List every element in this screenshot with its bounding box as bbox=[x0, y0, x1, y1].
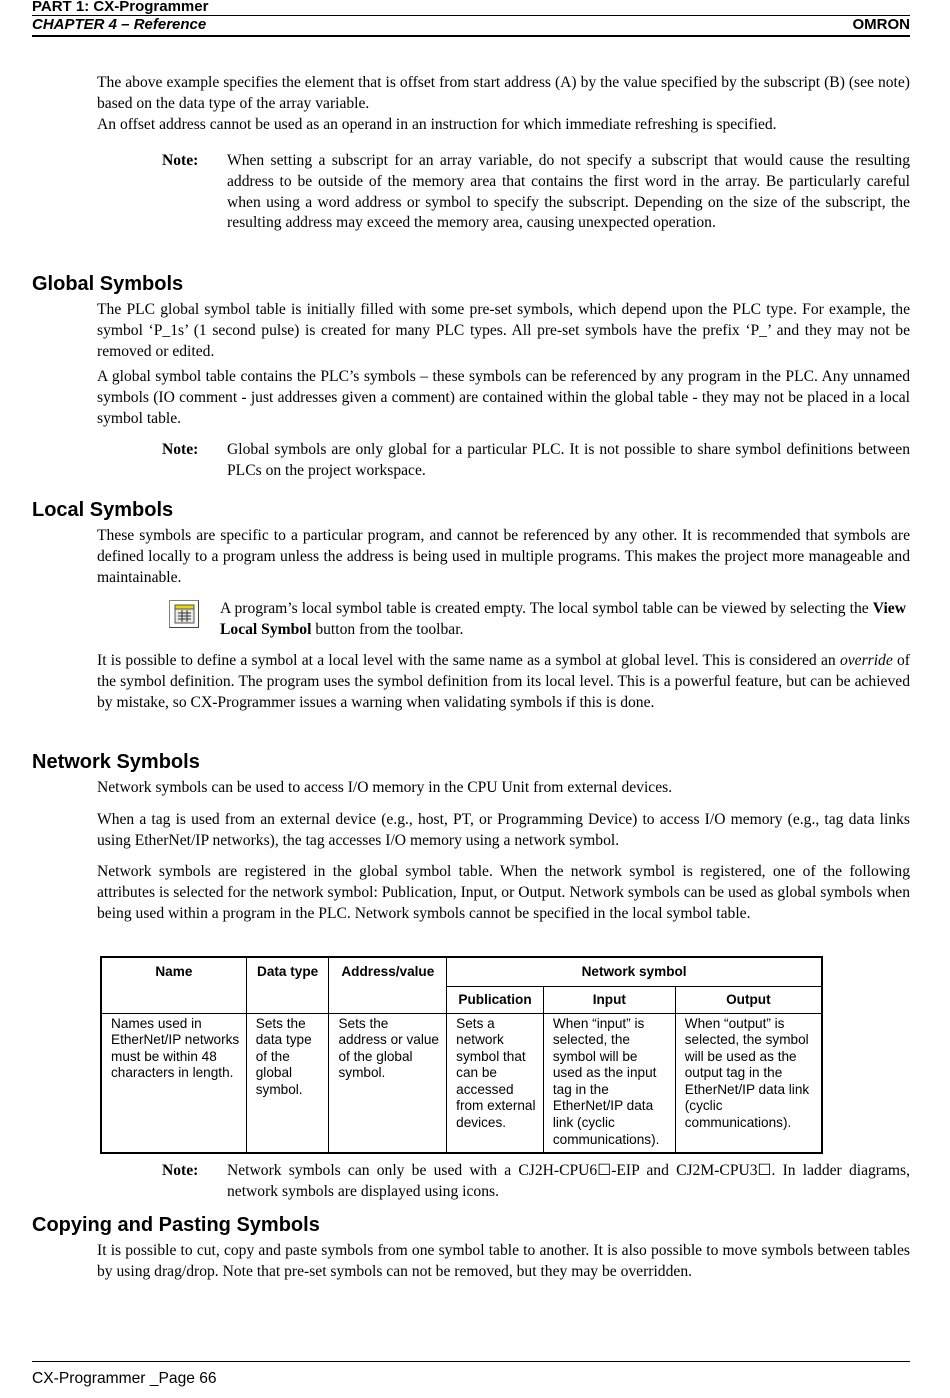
header-network-symbol: Network symbol bbox=[447, 957, 822, 986]
note-label: Note: bbox=[162, 441, 199, 458]
local-paragraph-1: These symbols are specific to a particular program, and cannot be referenced by any other. It is recommended that symbols are defined locally to a program unless the address is being used in multiple programs. This makes the project more manageable and maintainable. bbox=[97, 527, 910, 586]
tip-paragraph bbox=[220, 599, 906, 641]
cell-publication: Sets a network symbol that can be accessed from external devices. bbox=[447, 1013, 544, 1153]
global-paragraph-1: The PLC global symbol table is initially filled with some pre-set symbols, which depend upon the PLC type. For example, the symbol ‘P_1s’ (1 second pulse) is created for many PLC types. All pre-set symbols have the prefix ‘P_’ and they may not be removed or edited. bbox=[97, 301, 910, 360]
header-output: Output bbox=[675, 986, 822, 1013]
section-heading-copying-pasting: Copying and Pasting Symbols bbox=[32, 1214, 320, 1236]
header-address-value: Address/value bbox=[329, 957, 447, 1013]
section-heading-local-symbols: Local Symbols bbox=[32, 499, 174, 521]
header-name: Name bbox=[101, 957, 246, 1013]
section-heading-network-symbols: Network Symbols bbox=[32, 751, 200, 773]
network-paragraph-1: Network symbols can be used to access I/O memory in the CPU Unit from external devices. bbox=[97, 779, 673, 796]
local-p2-pre: It is possible to define a symbol at a local level with the same name as a symbol at global level. This is considered an bbox=[97, 652, 840, 669]
cell-name: Names used in EtherNet/IP networks must be within 48 characters in length. bbox=[101, 1013, 246, 1153]
network-symbol-table bbox=[100, 956, 823, 1154]
copying-paragraph-1: It is possible to cut, copy and paste symbols from one symbol table to another. It is also possible to move symbols between tables by using drag/drop. Note that pre-set symbols can not be removed, but they may be overridden. bbox=[97, 1242, 910, 1280]
note-text: Network symbols can only be used with a CJ2H-CPU6☐-EIP and CJ2M-CPU3☐. In ladder diagrams, network symbols are displayed using icons. bbox=[227, 1162, 910, 1200]
cell-data-type: Sets the data type of the global symbol. bbox=[246, 1013, 329, 1153]
intro-paragraph-2: An offset address cannot be used as an operand in an instruction for which immediate refreshing is specified. bbox=[97, 116, 777, 133]
network-paragraph-2: When a tag is used from an external device (e.g., host, PT, or Programming Device) to access I/O memory (e.g., tag data links using EtherNet/IP networks), the tag accesses I/O memory using a network symbol. bbox=[97, 811, 910, 849]
network-paragraph-3: Network symbols are registered in the global symbol table. When the network symbol is registered, one of the following attributes is selected for the network symbol: Publication, Input, or Output. Network symbols can be used as global symbols when being used within a program in the PLC. Network symbols cannot be specified in the local symbol table. bbox=[97, 863, 910, 922]
local-paragraph-2 bbox=[97, 651, 910, 713]
header-data-type: Data type bbox=[246, 957, 329, 1013]
brand-name: OMRON bbox=[852, 16, 910, 33]
note-label: Note: bbox=[162, 1162, 199, 1179]
header-input: Input bbox=[543, 986, 675, 1013]
tip-text-pre: A program’s local symbol table is created empty. The local symbol table can be viewed by selecting the bbox=[220, 600, 873, 617]
cell-output: When “output” is selected, the symbol will be used as the output tag in the EtherNet/IP data link (cyclic communications). bbox=[675, 1013, 822, 1153]
global-paragraph-2: A global symbol table contains the PLC’s symbols – these symbols can be referenced by any program in the PLC. Any unnamed symbols (IO comment - just addresses given a comment) are contained within the global table - they may not be placed in a local symbol table. bbox=[97, 368, 910, 427]
local-p2-post: of the symbol definition. The program uses the symbol definition from its local level. This is a powerful feature, but can be achieved by mistake, so CX-Programmer issues a warning when validating symbols if this is done. bbox=[97, 652, 911, 711]
footer-rule bbox=[32, 1361, 910, 1362]
chapter-title: CHAPTER 4 – Reference bbox=[32, 16, 207, 33]
view-local-symbol-icon bbox=[169, 600, 199, 628]
cell-input: When “input” is selected, the symbol will be used as the input tag in the EtherNet/IP data link (cyclic communications). bbox=[543, 1013, 675, 1153]
tip-text-bold: View Local Symbol bbox=[220, 600, 906, 638]
page-number: CX-Programmer _Page 66 bbox=[32, 1370, 217, 1387]
intro-paragraph-1: The above example specifies the element that is offset from start address (A) by the value specified by the subscript (B) (see note) based on the data type of the array variable. bbox=[97, 74, 910, 112]
section-heading-global-symbols: Global Symbols bbox=[32, 273, 184, 295]
note-text: Global symbols are only global for a particular PLC. It is not possible to share symbol definitions between PLCs on the project workspace. bbox=[227, 441, 910, 479]
local-p2-italic: override bbox=[839, 652, 893, 669]
tip-text-post: button from the toolbar. bbox=[311, 620, 464, 638]
part-title: PART 1: CX-Programmer bbox=[32, 0, 209, 15]
header-rule-thick bbox=[32, 35, 910, 37]
note-label: Note: bbox=[162, 152, 199, 169]
header-publication: Publication bbox=[447, 986, 544, 1013]
cell-address-value: Sets the address or value of the global symbol. bbox=[329, 1013, 447, 1153]
note-text: When setting a subscript for an array variable, do not specify a subscript that would cause the resulting address to be outside of the memory area that contains the first word in the array. Be particularly careful when using a word address or symbol to specify the subscript. Depending on the size of the subscript, the resulting address may exceed the memory area, causing unexpected operation. bbox=[227, 152, 910, 232]
